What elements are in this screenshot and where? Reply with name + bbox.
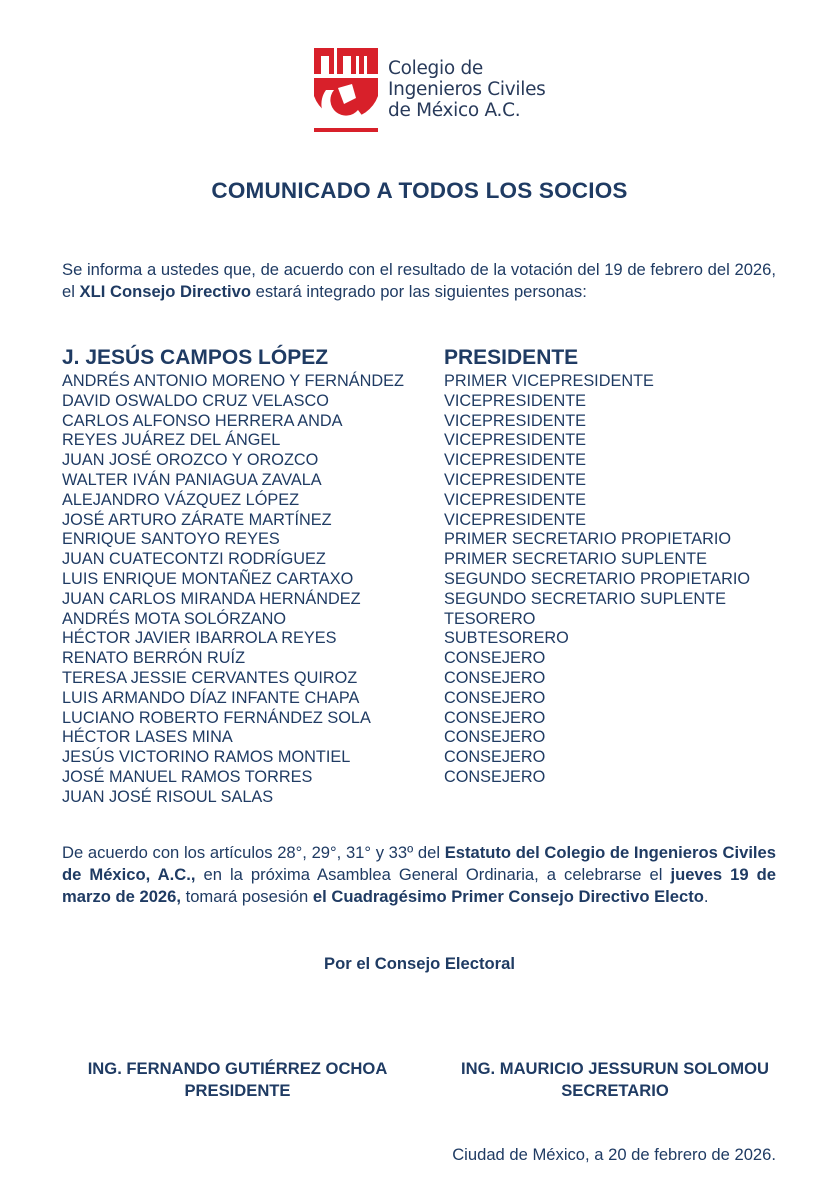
signatory-role: PRESIDENTE [184,1081,291,1100]
board-row [62,412,792,432]
member-role: VICEPRESIDENTE [444,490,587,509]
org-name-line: de México A.C. [388,100,521,121]
member-name: ENRIQUE SANTOYO REYES [62,530,280,549]
member-name: JUAN JOSÉ OROZCO Y OROZCO [62,451,319,470]
member-name: JUAN CARLOS MIRANDA HERNÁNDEZ [62,589,361,608]
org-name [388,58,546,121]
board-list [62,343,792,808]
member-name: J. JESÚS CAMPOS LÓPEZ [62,346,329,369]
member-role: SUBTESORERO [444,629,569,648]
member-name: DAVID OSWALDO CRUZ VELASCO [62,391,329,410]
member-role: PRIMER VICEPRESIDENTE [444,372,654,390]
member-name: REYES JUÁREZ DEL ÁNGEL [62,431,281,450]
member-role: VICEPRESIDENTE [444,510,587,529]
member-name: JUAN JOSÉ RISOUL SALAS [62,787,274,806]
member-role: VICEPRESIDENTE [444,470,587,489]
member-name: ALEJANDRO VÁZQUEZ LÓPEZ [62,490,300,509]
member-name: LUIS ENRIQUE MONTAÑEZ CARTAXO [62,569,354,588]
member-name: JUAN CUATECONTZI RODRÍGUEZ [62,550,326,569]
member-name: TERESA JESSIE CERVANTES QUIROZ [62,668,358,687]
board-row [62,471,792,491]
intro-paragraph [62,259,776,303]
member-name: ANDRÉS ANTONIO MORENO Y FERNÁNDEZ [62,372,404,390]
member-role: CONSEJERO [444,668,546,687]
member-role: SEGUNDO SECRETARIO SUPLENTE [444,589,726,608]
cicm-logo-mark [312,44,386,136]
member-role: PRIMER SECRETARIO SUPLENTE [444,550,707,569]
board-row [62,669,792,689]
board-row [62,788,792,808]
member-role: PRESIDENTE [444,346,579,369]
board-row [62,511,792,531]
member-role: TESORERO [444,609,536,628]
board-row [62,590,792,610]
member-role: VICEPRESIDENTE [444,391,587,410]
signatory-name: ING. FERNANDO GUTIÉRREZ OCHOA [87,1059,388,1078]
board-row [62,709,792,729]
closing-text: . [703,887,709,906]
closing-bold: Estatuto del Colegio de Ingenieros Civiles de México, A.C., [62,843,776,884]
intro-bold: XLI Consejo Directivo [79,282,252,301]
closing-paragraph [62,842,776,908]
intro-text: estará integrado por las siguientes personas: [251,282,587,301]
closing-bold: jueves 19 de marzo de 2026, [62,865,776,906]
board-row [62,451,792,471]
signature-block [420,1058,810,1102]
board-row [62,748,792,768]
member-role: CONSEJERO [444,728,546,747]
board-row [62,550,792,570]
member-name: ANDRÉS MOTA SOLÓRZANO [62,609,287,628]
org-name-line: Ingenieros Civiles [388,79,546,100]
member-name: LUCIANO ROBERTO FERNÁNDEZ SOLA [62,708,371,727]
member-name: CARLOS ALFONSO HERRERA ANDA [62,411,343,430]
board-row [62,610,792,630]
board-row [62,491,792,511]
member-role: VICEPRESIDENTE [444,431,587,450]
council-signoff: Por el Consejo Electoral [324,954,515,973]
member-name: JOSÉ MANUEL RAMOS TORRES [62,767,313,786]
org-logo [312,44,546,139]
member-role: VICEPRESIDENTE [444,411,587,430]
board-row [62,431,792,451]
member-role [444,788,792,808]
board-row [62,728,792,748]
closing-text: tomará posesión [180,887,313,906]
signature-block [40,1058,435,1102]
member-role: CONSEJERO [444,767,546,786]
signatory-name: ING. MAURICIO JESSURUN SOLOMOU [461,1059,769,1078]
page-title: COMUNICADO A TODOS LOS SOCIOS [211,178,628,203]
member-role: SEGUNDO SECRETARIO PROPIETARIO [444,569,751,588]
member-role: CONSEJERO [444,649,546,668]
member-role: CONSEJERO [444,748,546,767]
board-row [62,768,792,788]
closing-text: en la próxima Asamblea General Ordinaria, a celebrarse el [195,865,671,884]
member-name: JESÚS VICTORINO RAMOS MONTIEL [62,748,351,767]
member-name: HÉCTOR JAVIER IBARROLA REYES [62,629,337,648]
board-row [62,570,792,590]
member-name: HÉCTOR LASES MINA [62,728,233,747]
board-row [62,530,792,550]
intro-text: Se informa a ustedes que, de acuerdo con el resultado de la votación del 19 de febrero del 2026, el [62,260,776,301]
member-name: JOSÉ ARTURO ZÁRATE MARTÍNEZ [62,510,332,529]
member-role: CONSEJERO [444,688,546,707]
board-row [62,372,792,392]
document-date: Ciudad de México, a 20 de febrero de 2026. [452,1145,776,1164]
member-name: RENATO BERRÓN RUÍZ [62,649,246,668]
board-row [62,343,792,372]
org-name-line: Colegio de [388,58,483,79]
member-name: WALTER IVÁN PANIAGUA ZAVALA [62,470,322,489]
signatory-role: SECRETARIO [561,1081,669,1100]
closing-bold: el Cuadragésimo Primer Consejo Directivo Electo [312,887,704,906]
closing-text: De acuerdo con los artículos 28°, 29°, 31° y 33º del [62,843,445,862]
member-role: VICEPRESIDENTE [444,451,587,470]
member-role: CONSEJERO [444,708,546,727]
board-row [62,689,792,709]
board-row [62,629,792,649]
member-role: PRIMER SECRETARIO PROPIETARIO [444,530,732,549]
member-name: LUIS ARMANDO DÍAZ INFANTE CHAPA [62,688,360,707]
board-row [62,392,792,412]
board-row [62,649,792,669]
